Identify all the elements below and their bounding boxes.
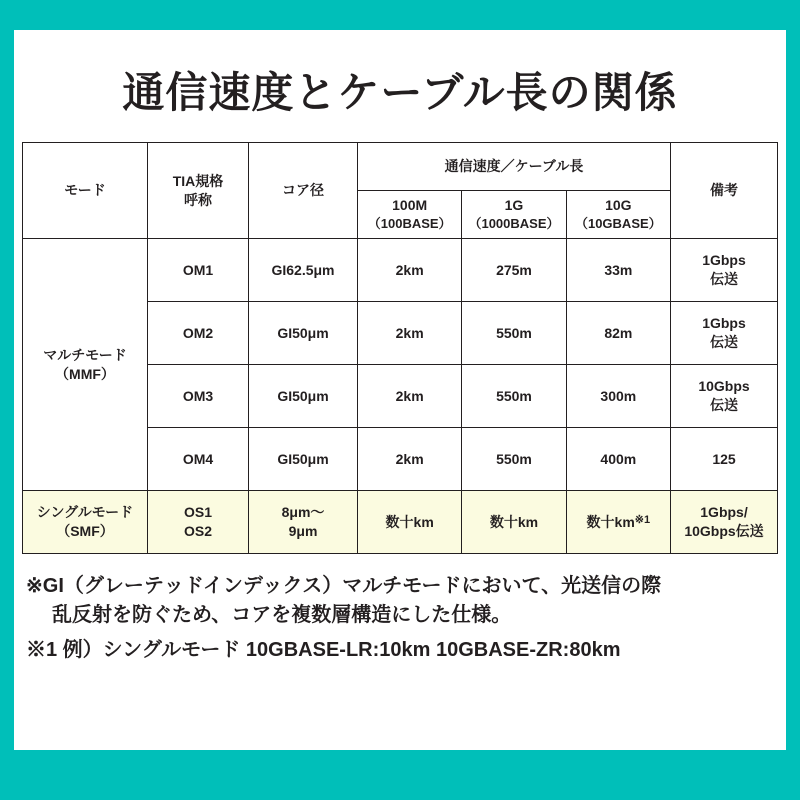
header-speed-100m: [358, 191, 462, 239]
cell-speed-10g-value: 数十km: [586, 513, 635, 530]
cell-speed-10g-footnote-marker: ※1: [634, 513, 651, 526]
cell-speed-100m: 数十km: [358, 491, 462, 554]
accent-band-left: [0, 0, 14, 800]
cell-remarks: [671, 302, 778, 365]
cell-remarks: [671, 239, 778, 302]
cell-mode-smf-line2: （SMF）: [56, 523, 114, 540]
header-speed-1g-line1: 1G: [504, 197, 524, 214]
header-core: コア径: [249, 143, 358, 239]
cell-speed-1g: 550m: [462, 302, 566, 365]
cell-speed-1g: 550m: [462, 365, 566, 428]
cell-mode-mmf: [23, 239, 148, 491]
header-speed-100m-line2: （100BASE）: [367, 216, 452, 232]
cell-tia: OM1: [148, 239, 249, 302]
cell-core: GI50μm: [249, 302, 358, 365]
cell-speed-10g: 33m: [566, 239, 670, 302]
table-row: [23, 239, 778, 302]
spec-table: [22, 142, 778, 554]
cell-speed-100m: 2km: [358, 239, 462, 302]
header-tia-line2: 呼称: [184, 191, 212, 208]
cell-speed-10g: 300m: [566, 365, 670, 428]
cell-remarks: [671, 491, 778, 554]
table-row-smf: [23, 491, 778, 554]
cell-remarks: 125: [671, 428, 778, 491]
cell-remarks-line2: 10Gbps伝送: [684, 523, 764, 540]
cell-remarks: [671, 365, 778, 428]
header-speed-100m-line1: 100M: [392, 197, 428, 214]
cell-speed-100m: 2km: [358, 302, 462, 365]
accent-band-top: [0, 0, 800, 30]
cell-speed-1g: 数十km: [462, 491, 566, 554]
cell-remarks-line1: 1Gbps: [702, 315, 746, 332]
header-tia: [148, 143, 249, 239]
cell-remarks-line2: 伝送: [710, 334, 738, 351]
cell-tia: OM2: [148, 302, 249, 365]
header-speed-1g: [462, 191, 566, 239]
footnotes: [26, 572, 776, 665]
header-tia-line1: TIA規格: [172, 172, 224, 189]
cell-remarks-line2: 伝送: [710, 397, 738, 414]
cell-tia: [148, 491, 249, 554]
footnote-1-line2: 乱反射を防ぐため、コアを複数層構造にした仕様。: [52, 604, 512, 627]
cell-remarks-line1: 1Gbps: [702, 252, 746, 269]
content-area: [14, 30, 786, 750]
header-speed-group: 通信速度／ケーブル長: [358, 143, 671, 191]
cell-speed-100m: 2km: [358, 428, 462, 491]
cell-mode-mmf-line1: マルチモード: [43, 346, 127, 363]
cell-core: GI62.5μm: [249, 239, 358, 302]
cell-speed-1g: 550m: [462, 428, 566, 491]
accent-band-bottom: [0, 750, 800, 800]
cell-core-line2: 9μm: [288, 523, 318, 540]
cell-remarks-line1: 1Gbps/: [700, 504, 748, 521]
cell-core: [249, 491, 358, 554]
cell-speed-1g: 275m: [462, 239, 566, 302]
cell-speed-10g: 82m: [566, 302, 670, 365]
cell-tia-line2: OS2: [183, 523, 212, 540]
cell-mode-smf-line1: シングルモード: [36, 504, 134, 521]
cell-tia-line1: OS1: [183, 504, 212, 521]
cell-mode-smf: [23, 491, 148, 554]
cell-remarks-line2: 伝送: [710, 271, 738, 288]
cell-speed-10g: 400m: [566, 428, 670, 491]
page-title: 通信速度とケーブル長の関係: [122, 69, 678, 116]
cell-core-line1: 8μm〜: [281, 504, 325, 521]
cell-tia: OM4: [148, 428, 249, 491]
cell-core: GI50μm: [249, 428, 358, 491]
footnote-1-line1: ※GI（グレーテッドインデックス）マルチモードにおいて、光送信の際: [26, 575, 662, 598]
cell-mode-mmf-line2: （MMF）: [55, 365, 115, 382]
header-speed-10g: [566, 191, 670, 239]
table-header-row-1: [23, 143, 778, 191]
cell-core: GI50μm: [249, 365, 358, 428]
header-speed-10g-line2: （10GBASE）: [574, 216, 662, 232]
footnote-2: ※1 例）シングルモード 10GBASE-LR:10km 10GBASE-ZR:80km: [26, 639, 621, 662]
cell-speed-10g: [566, 491, 670, 554]
accent-band-right: [786, 0, 800, 800]
header-mode: モード: [23, 143, 148, 239]
cell-remarks-line1: 10Gbps: [698, 378, 750, 395]
cell-tia: OM3: [148, 365, 249, 428]
cell-speed-100m: 2km: [358, 365, 462, 428]
header-speed-10g-line1: 10G: [605, 197, 632, 214]
header-speed-1g-line2: （1000BASE）: [468, 216, 560, 232]
header-remarks: 備考: [671, 143, 778, 239]
